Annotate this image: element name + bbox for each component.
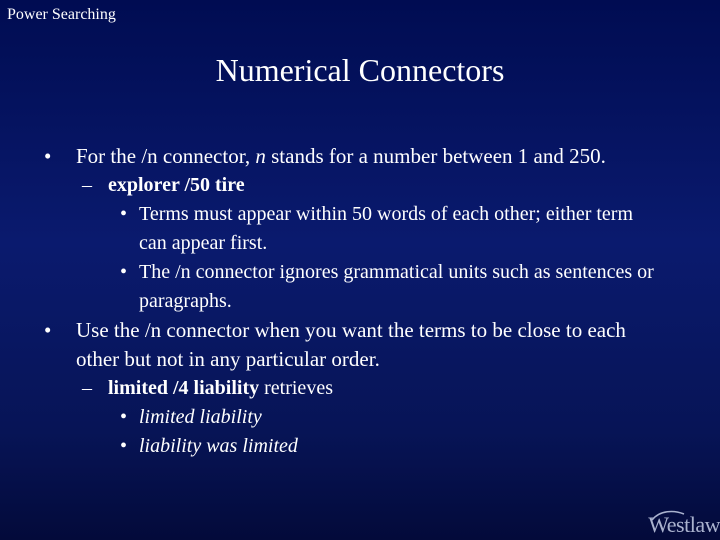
logo-swoosh-icon xyxy=(650,508,686,522)
example-query-explorer: explorer /50 tire xyxy=(108,174,245,196)
bullet-icon: • xyxy=(120,406,128,428)
bullet-icon: • xyxy=(120,435,128,457)
sub-bullet-explorer xyxy=(44,171,664,200)
bullet-icon: • xyxy=(44,318,52,342)
dash-icon: – xyxy=(82,174,92,196)
sub-sub-bullet-limited-liability xyxy=(44,403,664,432)
result-limited-liability: limited liability xyxy=(139,406,262,428)
ignores-units-text: The /n connector ignores grammatical units such as sentences or paragraphs. xyxy=(139,261,654,312)
bullet-text-a: For the /n connector, xyxy=(76,144,256,168)
sub-bullet-limited xyxy=(44,374,664,403)
bullet-text-b: stands for a number between 1 and 250. xyxy=(265,144,606,168)
bullet-icon: • xyxy=(120,261,128,283)
presentation-header: Power Searching xyxy=(7,6,116,23)
bullet-n-connector xyxy=(44,142,664,171)
bullet-icon: • xyxy=(120,203,128,225)
bullet-icon: • xyxy=(44,144,52,168)
example-query-limited: limited /4 liability xyxy=(108,377,260,399)
sub-sub-bullet-liability-was-limited xyxy=(44,432,664,461)
slide-title: Numerical Connectors xyxy=(215,52,505,88)
bullet-n-italic: n xyxy=(255,144,266,168)
retrieves-text: retrieves xyxy=(259,377,333,399)
sub-sub-bullet-ignores-units xyxy=(44,258,664,316)
within-50-text: Terms must appear within 50 words of each other; either term can appear first. xyxy=(139,203,634,254)
result-liability-was-limited: liability was limited xyxy=(139,435,298,457)
westlaw-logo-text: Westlaw xyxy=(648,512,720,537)
westlaw-logo xyxy=(648,512,720,538)
use-n-connector-text: Use the /n connector when you want the terms to be close to each other but not in any particular order. xyxy=(76,318,626,371)
slide-content xyxy=(44,142,664,461)
bullet-use-n-connector xyxy=(44,316,664,374)
sub-sub-bullet-within-50 xyxy=(44,200,664,258)
dash-icon: – xyxy=(82,377,92,399)
